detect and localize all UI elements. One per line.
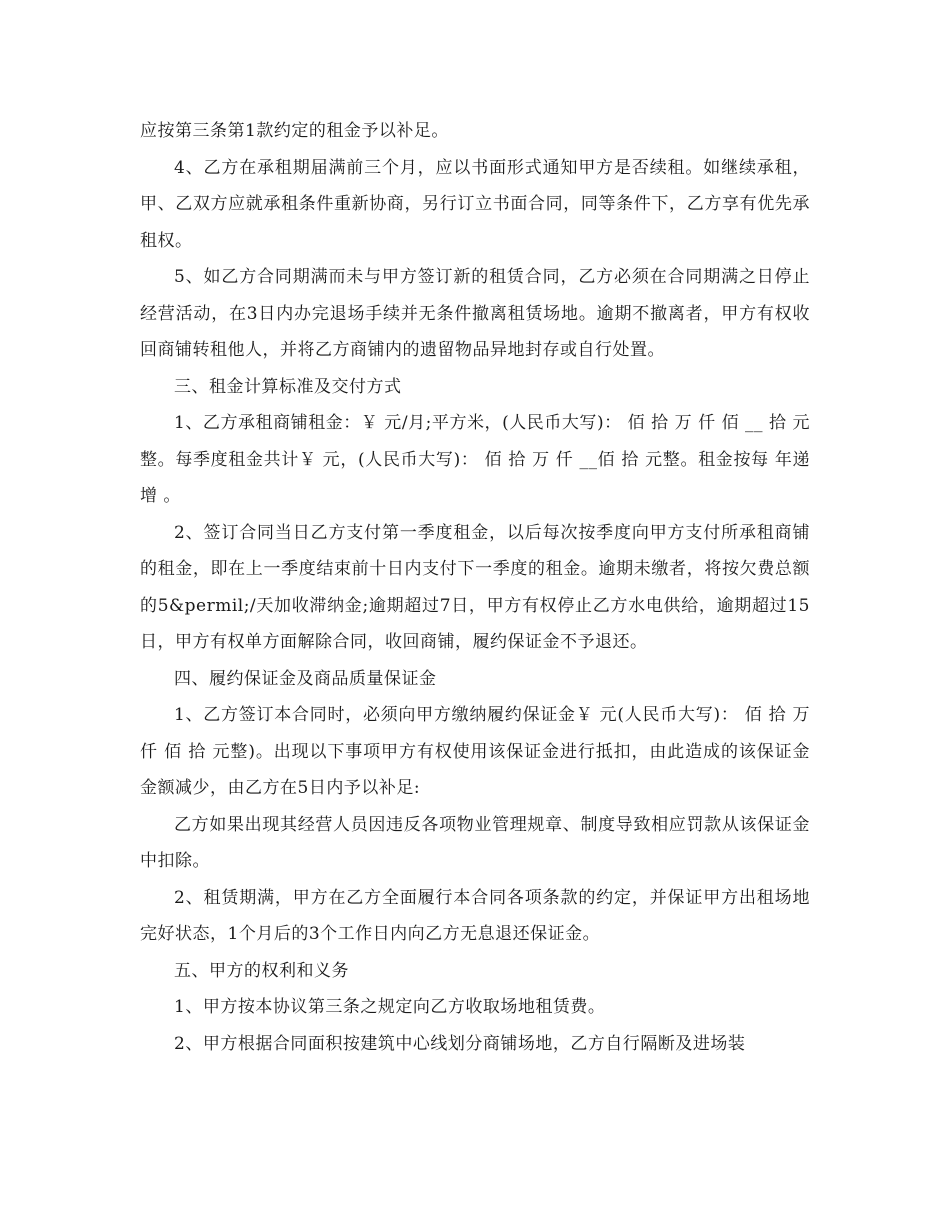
paragraph-clause-5-expiry: 5、如乙方合同期满而未与甲方签订新的租赁合同，乙方必须在合同期满之日停止经营活动，在3日内办完退场手续并无条件撤离租赁场地。逾期不撤离者，甲方有权收回商铺转租他人，并将乙方商铺内的遗留物品异地封存或自行处置。: [140, 267, 810, 360]
paragraph-deposit-amount: 1、乙方签订本合同时，必须向甲方缴纳履约保证金￥ 元(人民币大写)： 佰 拾 万 仟 佰 拾 元整)。出现以下事项甲方有权使用该保证金进行抵扣，由此造成的该保证金金额减少，由乙方在5日内予以补足:: [140, 705, 810, 798]
section-heading-party-a-rights: 五、甲方的权利和义务: [174, 960, 349, 981]
paragraph-deposit-refund: 2、租赁期满，甲方在乙方全面履行本合同各项条款的约定，并保证甲方出租场地完好状态，1个月后的3个工作日内向乙方无息退还保证金。: [140, 887, 810, 944]
paragraph-party-a-fee: 1、甲方按本协议第三条之规定向乙方收取场地租赁费。: [174, 997, 606, 1017]
section-heading-rent: 三、租金计算标准及交付方式: [174, 376, 402, 397]
document-page: [140, 113, 810, 1062]
section-heading-deposit: 四、履约保证金及商品质量保证金: [174, 668, 437, 689]
paragraph-rent-amount: 1、乙方承租商铺租金：￥ 元/月;平方米，(人民币大写)： 佰 拾 万 仟 佰 __ 拾 元整。每季度租金共计￥ 元，(人民币大写)： 佰 拾 万 仟 __佰 拾 元整。租金按每 年递增 。: [140, 413, 810, 506]
paragraph-continuation: 应按第三条第1款约定的租金予以补足。: [140, 121, 449, 141]
paragraph-deposit-deduction: 乙方如果出现其经营人员因违反各项物业管理规章、制度导致相应罚款从该保证金中扣除。: [140, 814, 810, 871]
paragraph-clause-4-renewal: 4、乙方在承租期届满前三个月，应以书面形式通知甲方是否续租。如继续承租，甲、乙双方应就承租条件重新协商，另行订立书面合同，同等条件下，乙方享有优先承租权。: [140, 157, 810, 251]
paragraph-rent-payment: 2、签订合同当日乙方支付第一季度租金，以后每次按季度向甲方支付所承租商铺的租金，即在上一季度结束前十日内支付下一季度的租金。逾期未缴者，将按欠费总额的5&permil;/天加收滞纳金;逾期超过7日，甲方有权停止乙方水电供给，逾期超过15日，甲方有权单方面解除合同，收回商铺，履约保证金不予退还。: [140, 522, 810, 652]
paragraph-party-a-area: 2、甲方根据合同面积按建筑中心线划分商铺场地，乙方自行隔断及进场装: [174, 1033, 746, 1054]
